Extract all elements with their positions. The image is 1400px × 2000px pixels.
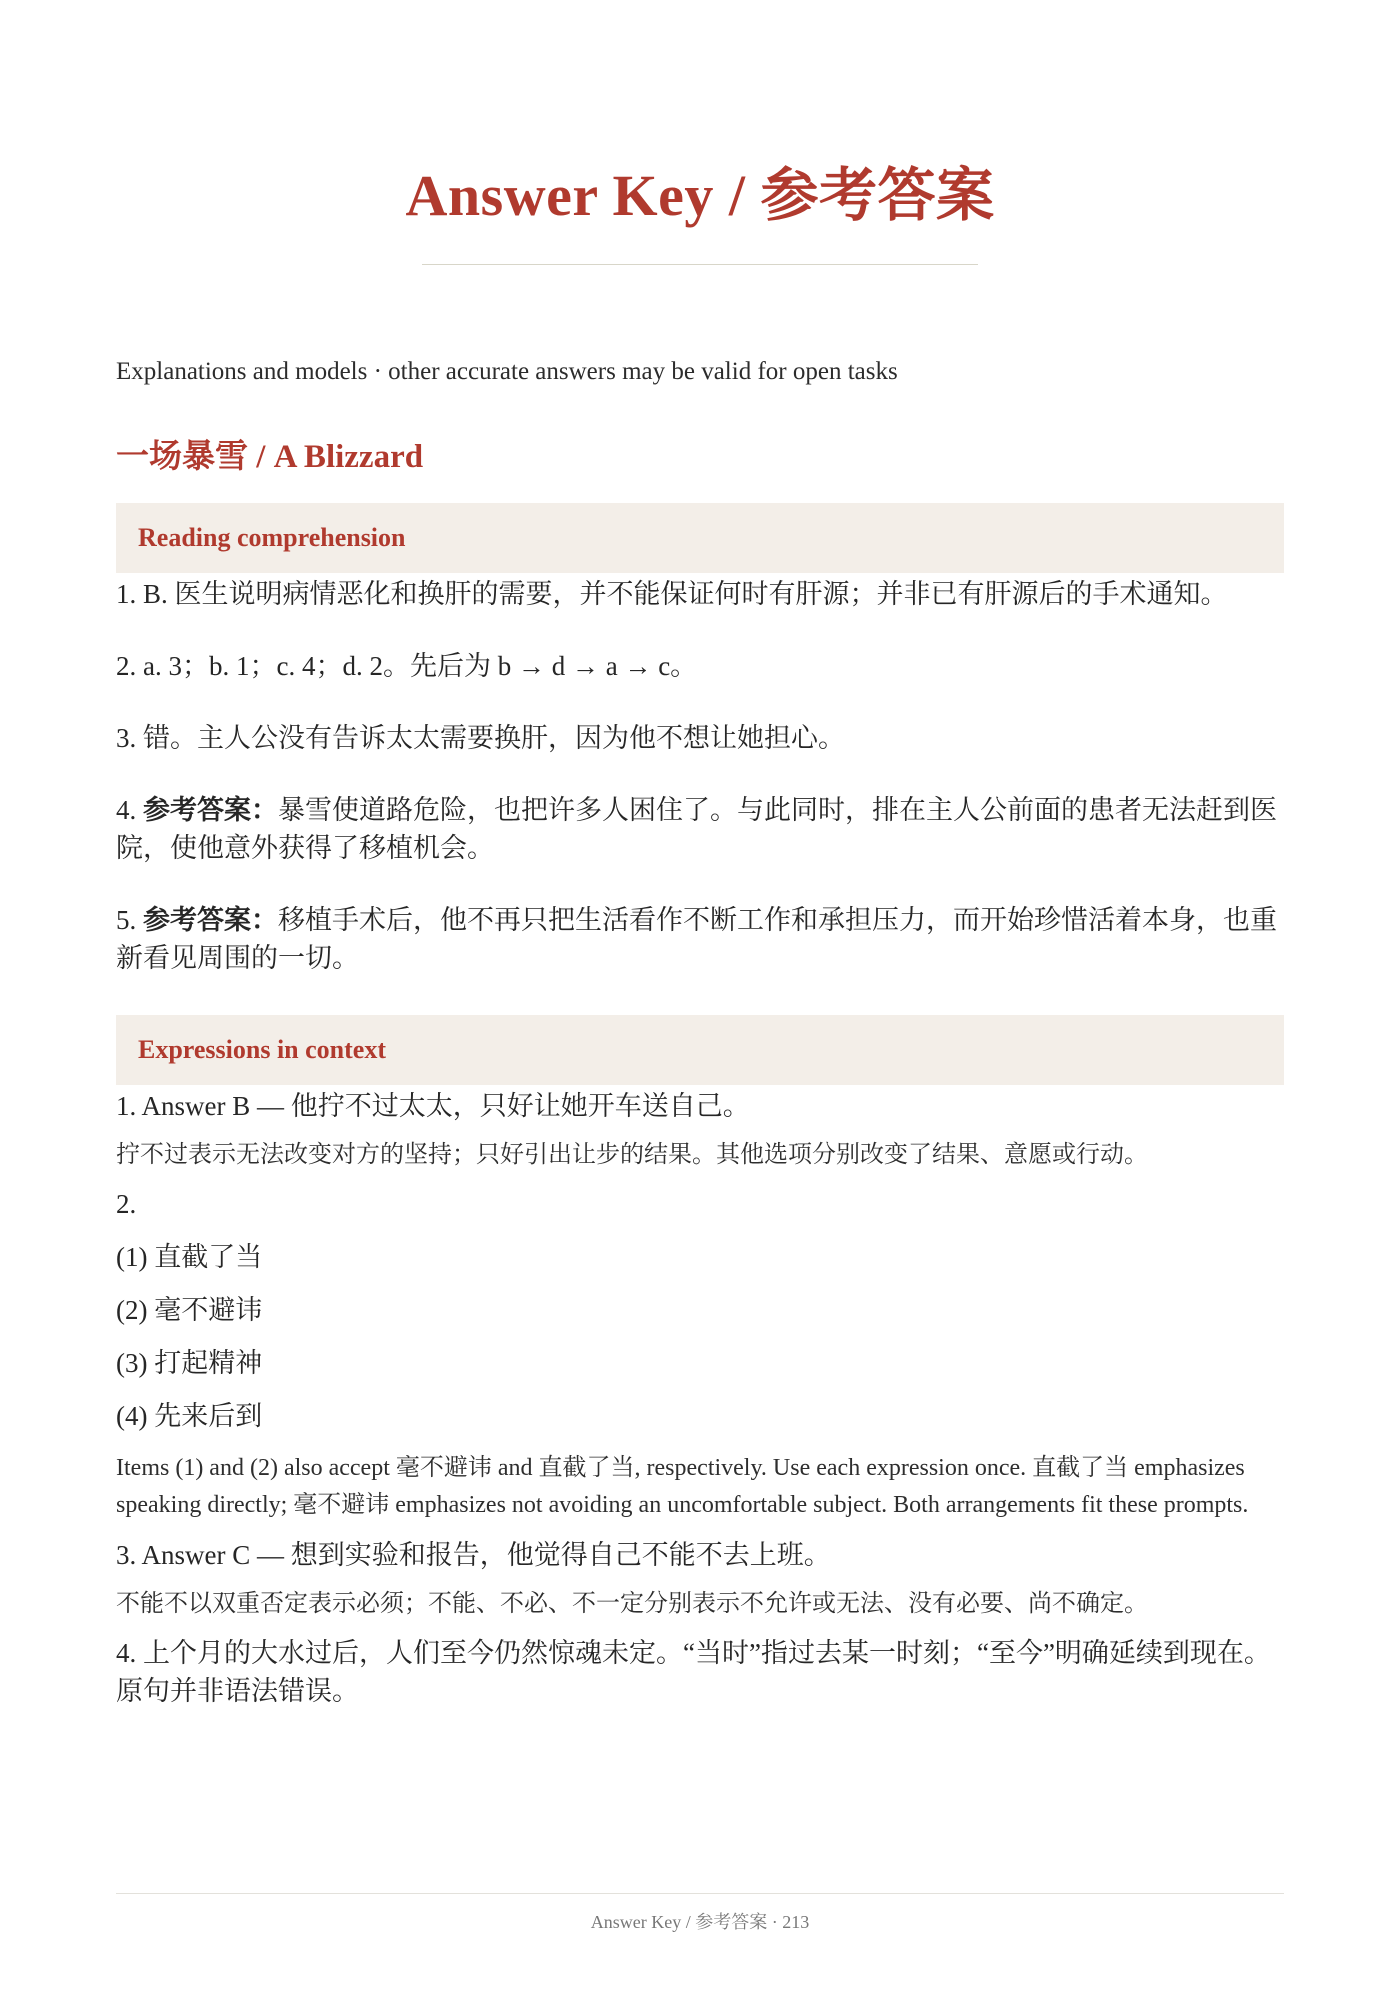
page-title: Answer Key / 参考答案	[405, 163, 995, 228]
model-answer-label: 参考答案：	[143, 795, 278, 825]
page-footer: Answer Key / 参考答案 · 213	[590, 1912, 810, 1932]
expressions-note-3: 不能不以双重否定表示必须；不能、不必、不一定分别表示不允许或无法、没有必要、尚不确定。	[116, 1591, 1148, 1617]
answer-text: 3. 错。主人公没有告诉太太需要换肝，因为他不想让她担心。	[116, 723, 845, 753]
section-heading-expressions: Expressions in context	[116, 1015, 1284, 1085]
reading-answer-3	[116, 719, 1284, 757]
expressions-answer-3: 3. Answer C — 想到实验和报告，他觉得自己不能不去上班。	[116, 1540, 831, 1570]
expressions-option-4: (4) 先来后到	[116, 1401, 263, 1431]
reading-answers	[116, 575, 1284, 977]
reading-answer-1	[116, 575, 1284, 613]
expressions-note-2: Items (1) and (2) also accept 毫不避讳 and 直截了当, respectively. Use each expression once. 直截了当 emphasizes speaking directly; 毫不避讳 emphasizes not avoiding an uncomfortable subject. Both arrangements fit these prompts.	[116, 1455, 1249, 1518]
expressions-option-3: (3) 打起精神	[116, 1348, 263, 1378]
reading-answer-5	[116, 901, 1284, 977]
footer-divider	[116, 1893, 1284, 1894]
reading-answer-2	[116, 647, 1284, 685]
expressions-answer-4: 4. 上个月的大水过后，人们至今仍然惊魂未定。“当时”指过去某一时刻；“至今”明确延续到现在。原句并非语法错误。	[116, 1638, 1271, 1706]
expressions-answers	[116, 1087, 1284, 1710]
answer-text: 移植手术后，他不再只把生活看作不断工作和承担压力，而开始珍惜活着本身，也重新看见周围的一切。	[116, 905, 1277, 973]
expressions-option-1: (1) 直截了当	[116, 1242, 263, 1272]
title-divider	[422, 264, 978, 265]
answer-number: 1. B.	[116, 579, 175, 609]
answer-key-page	[116, 0, 1284, 1710]
expressions-option-2: (2) 毫不避讳	[116, 1295, 263, 1325]
section-heading-reading: Reading comprehension	[116, 503, 1284, 573]
expressions-answer-2-number: 2.	[116, 1189, 137, 1219]
expressions-note-1: 拧不过表示无法改变对方的坚持；只好引出让步的结果。其他选项分别改变了结果、意愿或行动。	[116, 1142, 1148, 1168]
expressions-answer-1: 1. Answer B — 他拧不过太太，只好让她开车送自己。	[116, 1091, 750, 1121]
unit-heading: 一场暴雪 / A Blizzard	[116, 439, 424, 475]
answer-number: 5.	[116, 905, 143, 935]
answer-number: 4.	[116, 795, 143, 825]
intro-note: Explanations and models · other accurate answers may be valid for open tasks	[116, 358, 898, 385]
answer-text: 2. a. 3；b. 1；c. 4；d. 2。先后为 b → d → a → c。	[116, 651, 698, 681]
answer-text: 医生说明病情恶化和换肝的需要，并不能保证何时有肝源；并非已有肝源后的手术通知。	[174, 579, 1228, 609]
reading-answer-4	[116, 791, 1284, 867]
model-answer-label: 参考答案：	[143, 905, 278, 935]
answer-text: 暴雪使道路危险，也把许多人困住了。与此同时，排在主人公前面的患者无法赶到医院，使他意外获得了移植机会。	[116, 795, 1277, 863]
